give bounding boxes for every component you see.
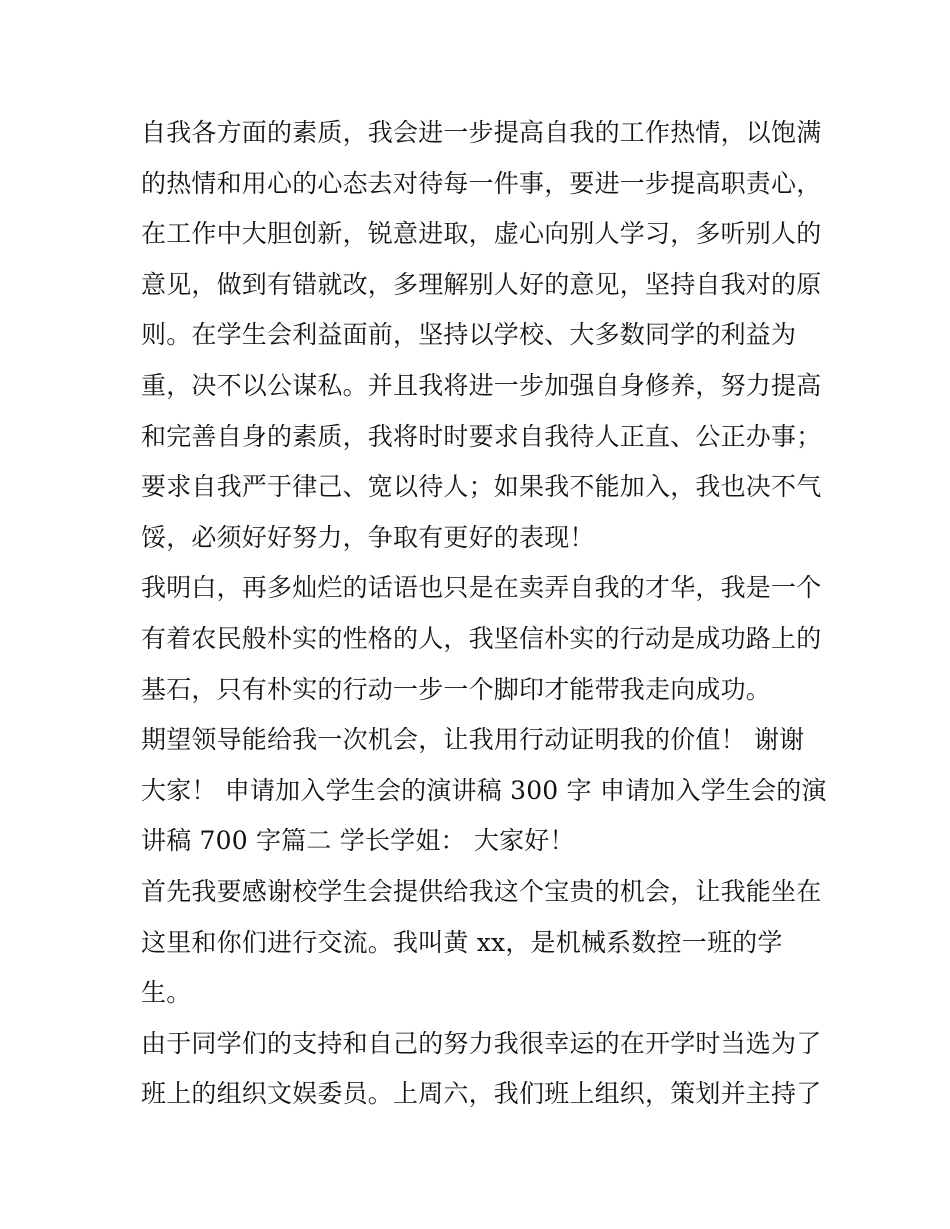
text-line: 自我各方面的素质，我会进一步提高自我的工作热情，以饱满 xyxy=(141,118,822,147)
text-line: 在工作中大胆创新，锐意进取，虚心向别人学习，多听别人的 xyxy=(141,219,822,249)
text-line: 有着农民般朴实的性格的人，我坚信朴实的行动是成功路上的 xyxy=(141,623,822,653)
text-line: 要求自我严于律己、宽以待人；如果我不能加入，我也决不气 xyxy=(141,472,822,502)
text-line: 我明白，再多灿烂的话语也只是在卖弄自我的才华，我是一个 xyxy=(141,573,822,603)
text-line: 生。 xyxy=(141,978,192,1008)
text-line: 讲稿 700 字篇二 学长学姐： 大家好！ xyxy=(141,826,575,856)
text-line: 意见，做到有错就改，多理解别人好的意见，坚持自我对的原 xyxy=(141,269,822,299)
text-line: 则。在学生会利益面前，坚持以学校、大多数同学的利益为 xyxy=(141,320,797,350)
text-line: 馁，必须好好努力，争取有更好的表现！ xyxy=(141,522,595,552)
text-line: 班上的组织文娱委员。上周六，我们班上组织，策划并主持了 xyxy=(141,1079,822,1109)
text-line: 首先我要感谢校学生会提供给我这个宝贵的机会，让我能坐在 xyxy=(141,876,822,906)
text-line: 的热情和用心的心态去对待每一件事，要进一步提高职责心， xyxy=(141,168,822,198)
text-line: 大家！ 申请加入学生会的演讲稿 300 字 申请加入学生会的演 xyxy=(141,775,827,805)
text-line: 和完善自身的素质，我将时时要求自我待人正直、公正办事； xyxy=(141,421,822,451)
text-line: 由于同学们的支持和自己的努力我很幸运的在开学时当选为了 xyxy=(141,1028,822,1058)
text-line: 重，决不以公谋私。并且我将进一步加强自身修养，努力提高 xyxy=(141,370,822,400)
document-body xyxy=(141,108,827,1120)
text-line: 基石，只有朴实的行动一步一个脚印才能带我走向成功。 xyxy=(141,674,772,704)
text-line: 这里和你们进行交流。我叫黄 xx，是机械系数控一班的学 xyxy=(141,927,783,957)
text-line: 期望领导能给我一次机会，让我用行动证明我的价值！ 谢谢 xyxy=(141,725,805,755)
